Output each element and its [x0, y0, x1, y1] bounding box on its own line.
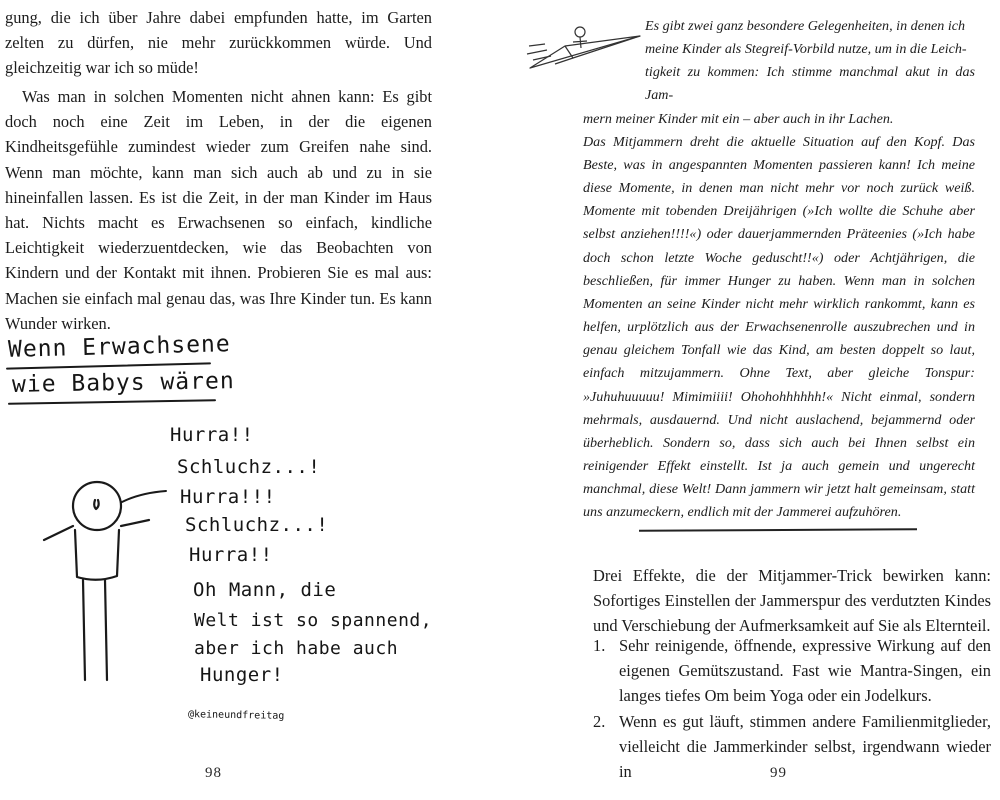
italic-line-3: tigkeit zu kommen: Ich stimme manchmal akut in das Jam-: [645, 64, 975, 104]
speech-line-2: Schluchz...!: [177, 456, 321, 478]
cartoon-credit: @keineundfreitag: [187, 709, 285, 722]
list-text: Sehr reinigende, öffnende, expressive Wirkung auf den eigenen Gemütszustand. Fast wie Mantra-Singen, ein langes tiefes Om beim Yoga oder ein Jodelkurs.: [619, 636, 991, 706]
italic-line-2: meine Kinder als Stegreif-Vorbild nutze, um in die Leich-: [645, 41, 967, 58]
italic-line-1: Es gibt zwei ganz besondere Gelegenheiten, in denen ich: [645, 18, 966, 34]
stick-figure-head: [73, 482, 121, 530]
page-number-left: 98: [205, 765, 222, 781]
speech-line-1: Hurra!!: [170, 424, 254, 446]
italic-paragraph: Das Mitjammern dreht die aktuelle Situation auf den Kopf. Das Beste, was in angespannten Momenten passieren kann! Ich meine diese Momente, in denen man nicht mehr vor noch zurück weiß. Momente mit tobenden Dreijährigen (»Ich wollte die Schuhe aber selbst anziehen!!!!«) oder dauerjammernden Präteenies (»Ich habe doch schon letzte Woche geduscht!!«) oder Achtjährigen, die beschließen, für immer Hunger zu haben. Wenn man in solchen Momenten an seine Kinder nicht mehr wirklich rankommt, kann es helfen, urplötzlich aus der Erwachsenenrolle auszubrechen und in genau gleichem Tonfall wie das Kind, am besten doppelt so laut, einfach mitzujammern. Ohne Text, aber gleiche Tonspur: »Juhuhuuuuu! Mimimiiii! Ohohohhhhhh!« Nicht einmal, sondern mehrmals, ausdauernd. Und nicht auslachend, bejammernd oder überheblich. Sondern so, dass sich auch bei Ihnen selbst ein reinigender Effekt einstellt. Ist ja auch gemein und ungerecht manchmal, diese Welt! Dann jammern wir jetzt halt gemeinsam, statt uns anzumeckern, endlich mit der Jammerei aufzuhören.: [583, 133, 975, 521]
list-number: 1.: [593, 636, 606, 655]
cartoon-title-line-2: wie Babys wären: [11, 368, 235, 398]
title-underline-2: [8, 399, 216, 405]
speech-line-7: Welt ist so spannend,: [194, 610, 433, 631]
italic-text-block: [583, 15, 975, 524]
speech-line-5: Hurra!!: [189, 544, 273, 566]
list-item: [593, 633, 991, 709]
effects-list: [593, 633, 991, 784]
stick-figure-legs: [83, 580, 107, 680]
italic-line-4: mern meiner Kinder mit ein – aber auch in ihr Lachen.: [583, 110, 894, 127]
cartoon-title-line-1: Wenn Erwachsene: [7, 331, 232, 363]
speech-line-6: Oh Mann, die: [193, 579, 337, 601]
left-paragraph-1: gung, die ich über Jahre dabei empfunden hatte, im Garten zelten zu dürfen, nie mehr zurückkommen würde. Und gleichzeitig war ich so müde!: [5, 8, 432, 78]
speech-line-8: aber ich habe auch: [194, 638, 399, 659]
list-text: Wenn es gut läuft, stimmen andere Familienmitglieder, vielleicht die Jammerkinder selbst, irgendwann wieder in: [619, 711, 991, 782]
page-number-right: 99: [770, 765, 787, 781]
section-divider: [639, 528, 917, 531]
left-paragraph-2: Was man in solchen Momenten nicht ahnen kann: Es gibt doch noch eine Zeit im Leben, in der die eigenen Kindheitsgefühle zumindest wieder zum Greifen nahe sind. Wenn man möchte, kann man sich auch ab und zu in sie hineinfallen lassen. Es ist die Zeit, in der man Kinder im Haus hat. Nichts macht es Erwachsenen so einfach, kindliche Leichtigkeit wiederzuentdecken, wie das Beobachten von Kindern und der Kontakt mit ihnen. Probieren Sie es mal aus: Machen sie einfach mal genau das, was Ihre Kinder tun. Es kann Wunder wirken.: [5, 87, 432, 333]
speech-line-4: Schluchz...!: [185, 514, 329, 536]
right-page: [500, 0, 1000, 800]
effects-intro: Drei Effekte, die der Mitjammer-Trick bewirken kann: Sofortiges Einstellen der Jammerspur des verdutzten Kindes und Verschiebung der Aufmerksamkeit auf Sie als Elternteil.: [593, 566, 991, 636]
speech-line: [120, 487, 170, 507]
stick-figure-body: [75, 530, 119, 580]
speech-line-9: Hunger!: [200, 664, 284, 686]
speech-line-3: Hurra!!!: [180, 486, 276, 508]
stick-figure-eye: [94, 500, 98, 509]
list-number: 2.: [593, 711, 606, 731]
list-item: [593, 709, 991, 785]
